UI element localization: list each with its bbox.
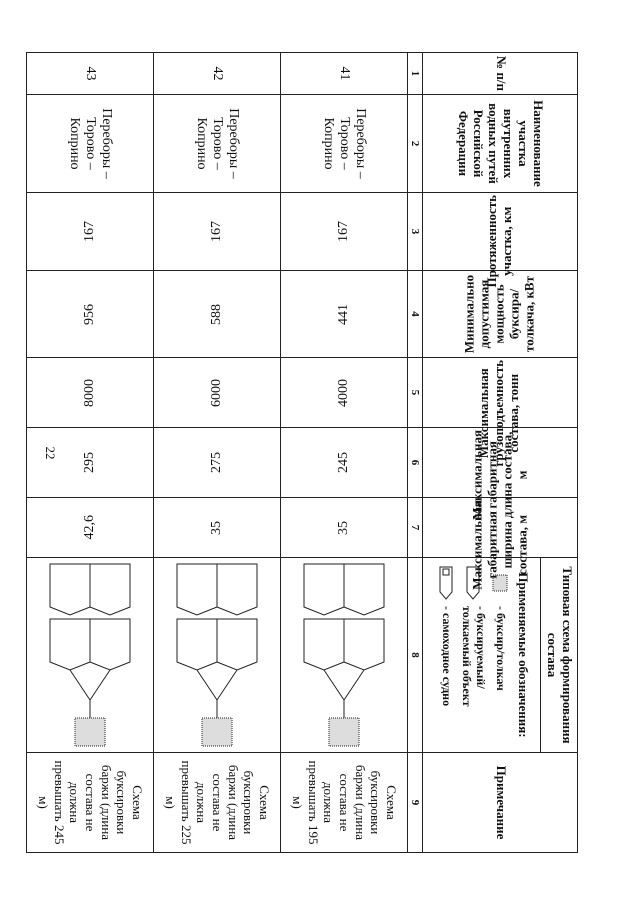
colnum-1: 1 (408, 53, 423, 95)
row-max-length: 275 (209, 452, 225, 473)
scheme-diagram (281, 558, 408, 753)
convoy-table (26, 52, 578, 853)
row-length-cell (27, 193, 154, 271)
header-length: Протяженность участка, км (484, 195, 515, 288)
header-max-width-cell (423, 498, 578, 590)
row-num: 42 (154, 53, 281, 95)
row-max-width-cell (281, 498, 408, 558)
colnum-7: 7 (408, 498, 423, 558)
row-name: Переборы – Торово – Коприно (154, 95, 281, 193)
row-note: Схема буксировки баржи (длина состава не должна превышать 195 м) (281, 753, 408, 853)
row-num: 41 (281, 53, 408, 95)
legend-title: Применяемые обозначения: (515, 572, 531, 738)
colnum-4: 4 (408, 271, 423, 358)
legend-self-label: - самоходное судно (440, 606, 455, 707)
row-note: Схема буксировки баржи (длина состава не должна превышать 245 м) (27, 753, 154, 853)
row-power: 956 (82, 303, 98, 325)
colnum-3: 3 (408, 193, 423, 271)
header-scheme: Типовая схема формирования состава (541, 558, 578, 753)
legend-item-self (437, 566, 455, 744)
header-power-cell (423, 271, 578, 358)
header-note: Примечание (423, 753, 578, 853)
header-length-cell (423, 193, 578, 288)
row-capacity-cell (281, 358, 408, 428)
row-length: 167 (82, 221, 98, 242)
row-capacity-cell (27, 358, 154, 428)
legend-barge-label: - буксируемый/ толкаемый объект (460, 606, 488, 707)
row-max-width: 42,6 (82, 515, 98, 540)
colnum-2: 2 (408, 95, 423, 193)
header-capacity: Максимальная грузоподъемность состава, тонн (476, 359, 522, 467)
column-number-row (408, 53, 423, 853)
row-max-length: 245 (336, 452, 352, 473)
row-max-width: 35 (336, 520, 352, 535)
row-power-cell (27, 271, 154, 358)
row-capacity: 4000 (336, 378, 352, 407)
colnum-8: 8 (408, 558, 423, 753)
convoy-diagram (162, 560, 272, 750)
row-name: Переборы – Торово – Коприно (281, 95, 408, 193)
convoy-diagram (289, 560, 399, 750)
row-capacity: 6000 (209, 378, 225, 407)
scheme-diagram (27, 558, 154, 753)
colnum-6: 6 (408, 428, 423, 498)
table-row (281, 53, 408, 853)
row-power: 441 (336, 303, 352, 325)
row-name: Переборы – Торово – Коприно (27, 95, 154, 193)
header-capacity-cell (423, 358, 578, 467)
row-num: 43 (27, 53, 154, 95)
header-max-length-cell (423, 428, 578, 520)
row-power: 588 (209, 303, 225, 325)
scheme-diagram (154, 558, 281, 753)
row-max-length-cell (27, 428, 154, 498)
legend-item-barge (459, 566, 487, 744)
table-row (154, 53, 281, 853)
convoy-diagram (35, 560, 145, 750)
row-capacity-cell (154, 358, 281, 428)
row-max-width-cell (27, 498, 154, 558)
row-power-cell (281, 271, 408, 358)
table-row (27, 53, 154, 853)
legend-item-tug (491, 566, 509, 744)
header-name: Наименование участка внутренних водных путей Российской Федерации (423, 95, 578, 193)
legend-tug-label: - буксир/толкач (493, 606, 508, 691)
row-max-width-cell (154, 498, 281, 558)
row-length-cell (154, 193, 281, 271)
row-max-length-cell (154, 428, 281, 498)
rotated-table-wrapper (36, 52, 578, 852)
row-max-length-cell (281, 428, 408, 498)
row-note: Схема буксировки баржи (длина состава не должна превышать 225 м) (154, 753, 281, 853)
row-max-length: 295 (82, 452, 98, 473)
row-length: 167 (209, 221, 225, 242)
row-capacity: 8000 (82, 378, 98, 407)
row-length: 167 (336, 221, 352, 242)
self-propelled-icon (437, 566, 455, 600)
colnum-9: 9 (408, 753, 423, 853)
header-num: № п/п (423, 53, 578, 95)
header-max-length: Максимальная габаритная длина состава, м (469, 430, 529, 520)
row-max-width: 35 (209, 520, 225, 535)
header-power: Минимально допустимая мощность буксира/толкача, кВт (461, 274, 537, 354)
row-length-cell (281, 193, 408, 271)
row-power-cell (154, 271, 281, 358)
page-number: 22 (43, 446, 58, 460)
colnum-5: 5 (408, 358, 423, 428)
header-max-width: Максимальная габаритная ширина состава, м (469, 500, 529, 590)
